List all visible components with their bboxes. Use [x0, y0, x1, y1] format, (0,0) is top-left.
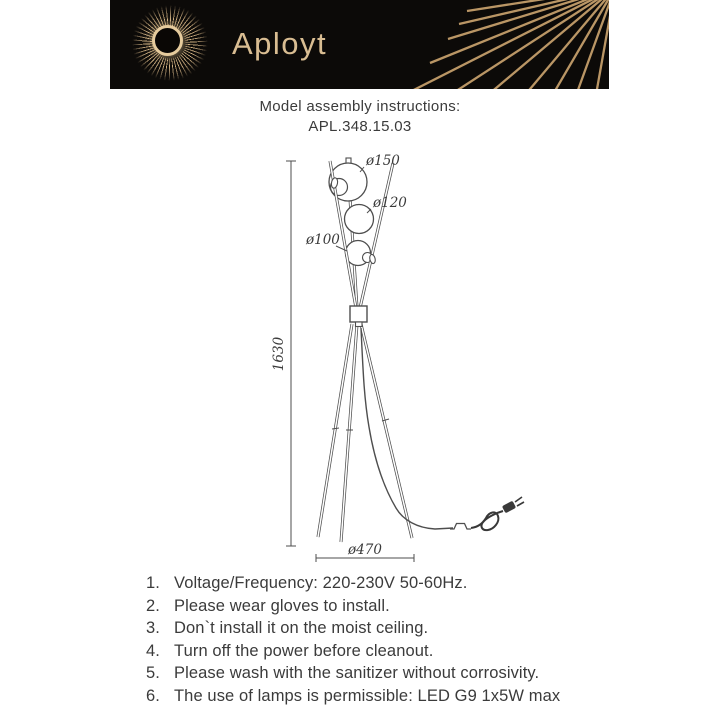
- center-leg: [341, 324, 357, 542]
- list-item: [146, 572, 606, 595]
- title-block: [0, 97, 720, 136]
- leg-joints: [332, 419, 389, 430]
- cord-coil: [471, 511, 503, 530]
- right-leg: [361, 324, 412, 538]
- item-text: Don`t install it on the moist ceiling.: [174, 619, 429, 637]
- brand-banner: [110, 0, 609, 89]
- brand-name: Aployt: [232, 26, 328, 61]
- assembly-diagram: [260, 140, 550, 572]
- item-text: The use of lamps is permissible: LED G9 1x5W max: [174, 686, 561, 705]
- list-item: [146, 640, 606, 663]
- sphere-medium: [345, 205, 374, 234]
- item-number: 3.: [146, 619, 160, 637]
- list-item: [146, 662, 606, 685]
- base-dimension-label: ø470: [348, 542, 382, 558]
- height-dimension-label: 1630: [271, 336, 287, 372]
- hub-box: [350, 306, 367, 322]
- item-number: 5.: [146, 664, 160, 682]
- starburst-center-icon: [152, 25, 183, 56]
- model-number: APL.348.15.03: [308, 117, 412, 135]
- list-item: [146, 617, 606, 640]
- plug: [502, 497, 524, 513]
- list-item: [146, 595, 606, 618]
- item-text: Turn off the power before cleanout.: [174, 641, 434, 660]
- instruction-list: [146, 572, 606, 707]
- item-text: Please wash with the sanitizer without corrosivity.: [174, 664, 540, 682]
- item-number: 6.: [146, 686, 160, 705]
- sphere-large-label: ø150: [366, 153, 400, 169]
- power-cord: [361, 328, 453, 529]
- item-number: 4.: [146, 641, 160, 660]
- item-number: 1.: [146, 574, 160, 592]
- hub-nub: [356, 322, 363, 327]
- height-dimension: [286, 161, 296, 546]
- item-number: 2.: [146, 596, 160, 615]
- foot-switch: [450, 524, 471, 530]
- item-text: Voltage/Frequency: 220-230V 50-60Hz.: [174, 574, 468, 592]
- page-title: Model assembly instructions:: [259, 98, 461, 115]
- sphere-small-label: ø100: [306, 232, 340, 248]
- fan-rays-icon: [349, 0, 609, 89]
- list-item: [146, 685, 606, 708]
- item-text: Please wear gloves to install.: [174, 596, 390, 615]
- sphere-medium-label: ø120: [373, 195, 407, 211]
